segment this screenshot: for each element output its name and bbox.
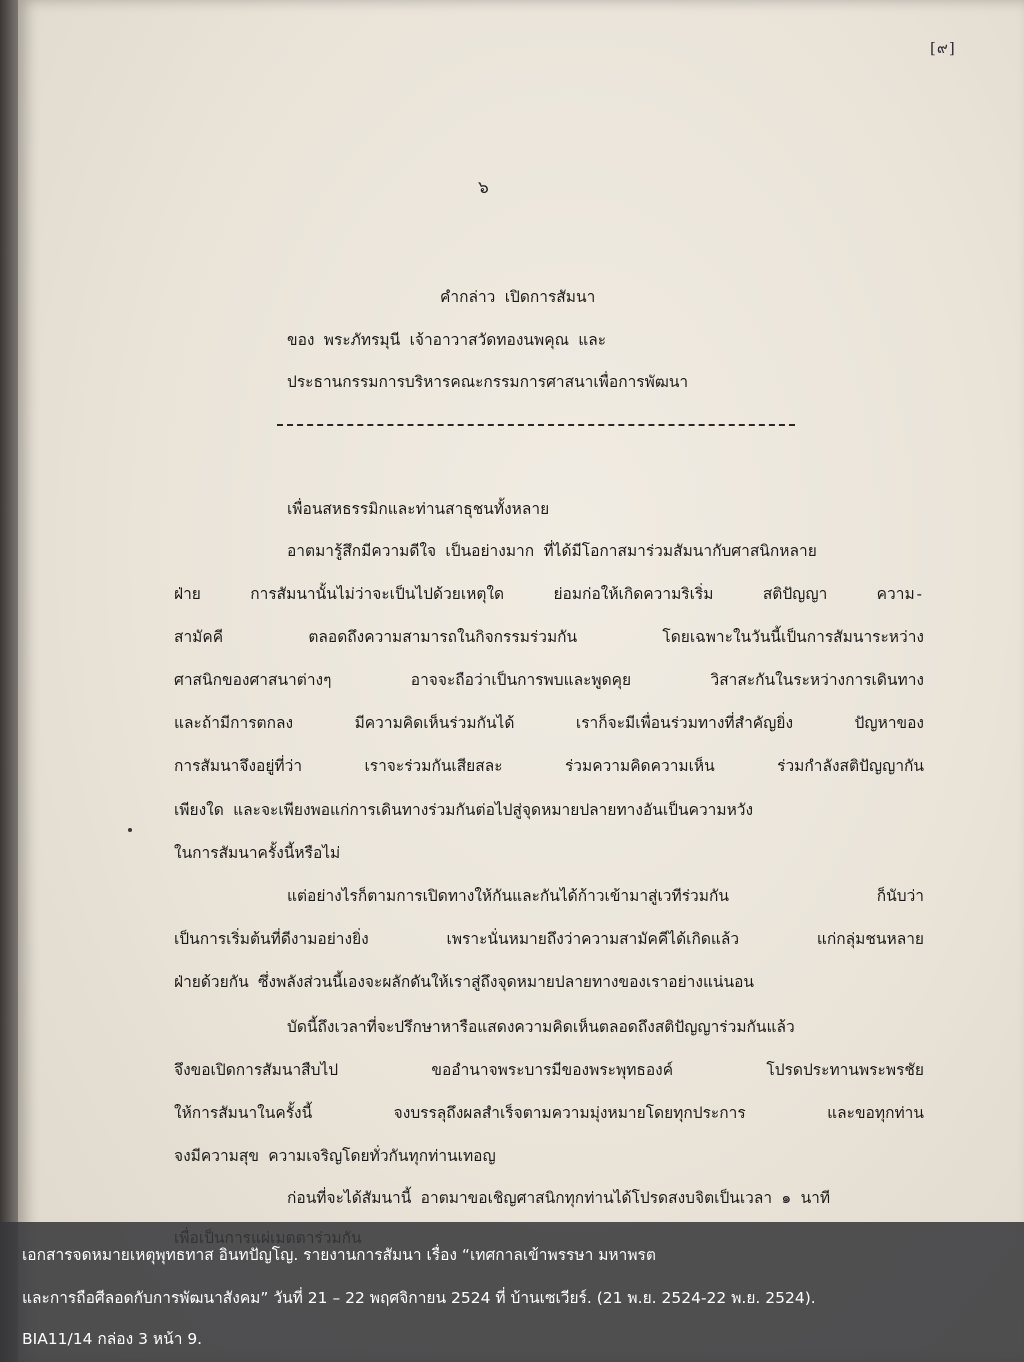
dashed-divider	[277, 424, 795, 426]
body-line: ฝ่ายด้วยกัน ซึ่งพลังส่วนนี้เองจะผลักดันให้เราสู่ถึงจุดหมายปลายทางของเราอย่างแน่นอน	[174, 973, 755, 991]
body-line: ให้การสัมนาในครั้งนี้ จงบรรลุถึงผลสำเร็จตามความมุ่งหมายโดยทุกประการ และขอทุกท่าน	[174, 1104, 924, 1122]
body-line: การสัมนาจึงอยู่ที่ว่า เราจะร่วมกันเสียสละ ร่วมความคิดความเห็น ร่วมกำลังสติปัญญากัน	[174, 757, 924, 775]
greeting-line: เพื่อนสหธรรมิกและท่านสาธุชนทั้งหลาย	[287, 500, 550, 518]
document-title: คำกล่าว เปิดการสัมนา	[440, 288, 596, 306]
caption-line-1: เอกสารจดหมายเหตุพุทธทาส อินทปัญโญ. รายงานการสัมนา เรื่อง “เทศกาลเข้าพรรษา มหาพรต	[22, 1246, 656, 1264]
body-line: จึงขอเปิดการสัมนาสืบไป ขออำนาจพระบารมีของพระพุทธองค์ โปรดประทานพระพรชัย	[174, 1061, 924, 1079]
archive-page-mark: [๙]	[930, 39, 956, 57]
caption-line-2: และการถือศีลอดกับการพัฒนาสังคม” วันที่ 21 – 22 พฤศจิกายน 2524 ที่ บ้านเซเวียร์. (21 พ.ย. 2524-22 พ.ย. 2524).	[22, 1289, 816, 1307]
body-line: แต่อย่างไรก็ตามการเปิดทางให้กันและกันได้ก้าวเข้ามาสู่เวทีร่วมกัน ก็นับว่า	[287, 887, 924, 905]
body-line: เพียงใด และจะเพียงพอแก่การเดินทางร่วมกันต่อไปสู่จุดหมายปลายทางอันเป็นความหวัง	[174, 801, 754, 819]
body-line: อาตมารู้สึกมีความดีใจ เป็นอย่างมาก ที่ได้มีโอกาสมาร่วมสัมนากับศาสนิกหลาย	[287, 542, 817, 560]
body-line: ศาสนิกของศาสนาต่างๆ อาจจะถือว่าเป็นการพบและพูดคุย วิสาสะกันในระหว่างการเดินทาง	[174, 671, 924, 689]
body-line: เป็นการเริ่มต้นที่ดีงามอย่างยิ่ง เพราะนั่นหมายถึงว่าความสามัคคีได้เกิดแล้ว แก่กลุ่มชนหลาย	[174, 930, 924, 948]
document-subtitle-position: ประธานกรรมการบริหารคณะกรรมการศาสนาเพื่อการพัฒนา	[287, 373, 689, 391]
body-line: บัดนี้ถึงเวลาที่จะปรึกษาหารือแสดงความคิดเห็นตลอดถึงสติปัญญาร่วมกันแล้ว	[287, 1018, 795, 1036]
body-line: ก่อนที่จะได้สัมนานี้ อาตมาขอเชิญศาสนิกทุกท่านได้โปรดสงบจิตเป็นเวลา ๑ นาที	[287, 1189, 831, 1207]
page-number: ๖	[478, 178, 489, 198]
document-subtitle-speaker: ของ พระภัทรมุนี เจ้าอาวาสวัดทองนพคุณ และ	[287, 331, 607, 349]
body-line: ในการสัมนาครั้งนี้หรือไม่	[174, 844, 341, 862]
body-line: และถ้ามีการตกลง มีความคิดเห็นร่วมกันได้ เราก็จะมีเพื่อนร่วมทางที่สำคัญยิ่ง ปัญหาของ	[174, 714, 924, 732]
caption-line-3: BIA11/14 กล่อง 3 หน้า 9.	[22, 1330, 203, 1348]
ink-dot	[128, 828, 132, 832]
body-line: สามัคคี ตลอดถึงความสามารถในกิจกรรมร่วมกัน โดยเฉพาะในวันนี้เป็นการสัมนาระหว่าง	[174, 628, 924, 646]
caption-overlay	[0, 1222, 1024, 1362]
body-line: จงมีความสุข ความเจริญโดยทั่วกันทุกท่านเทอญ	[174, 1147, 496, 1165]
body-line: ฝ่าย การสัมนานั้นไม่ว่าจะเป็นไปด้วยเหตุใด ย่อมก่อให้เกิดความริเริ่ม สติปัญญา ความ-	[174, 585, 924, 603]
